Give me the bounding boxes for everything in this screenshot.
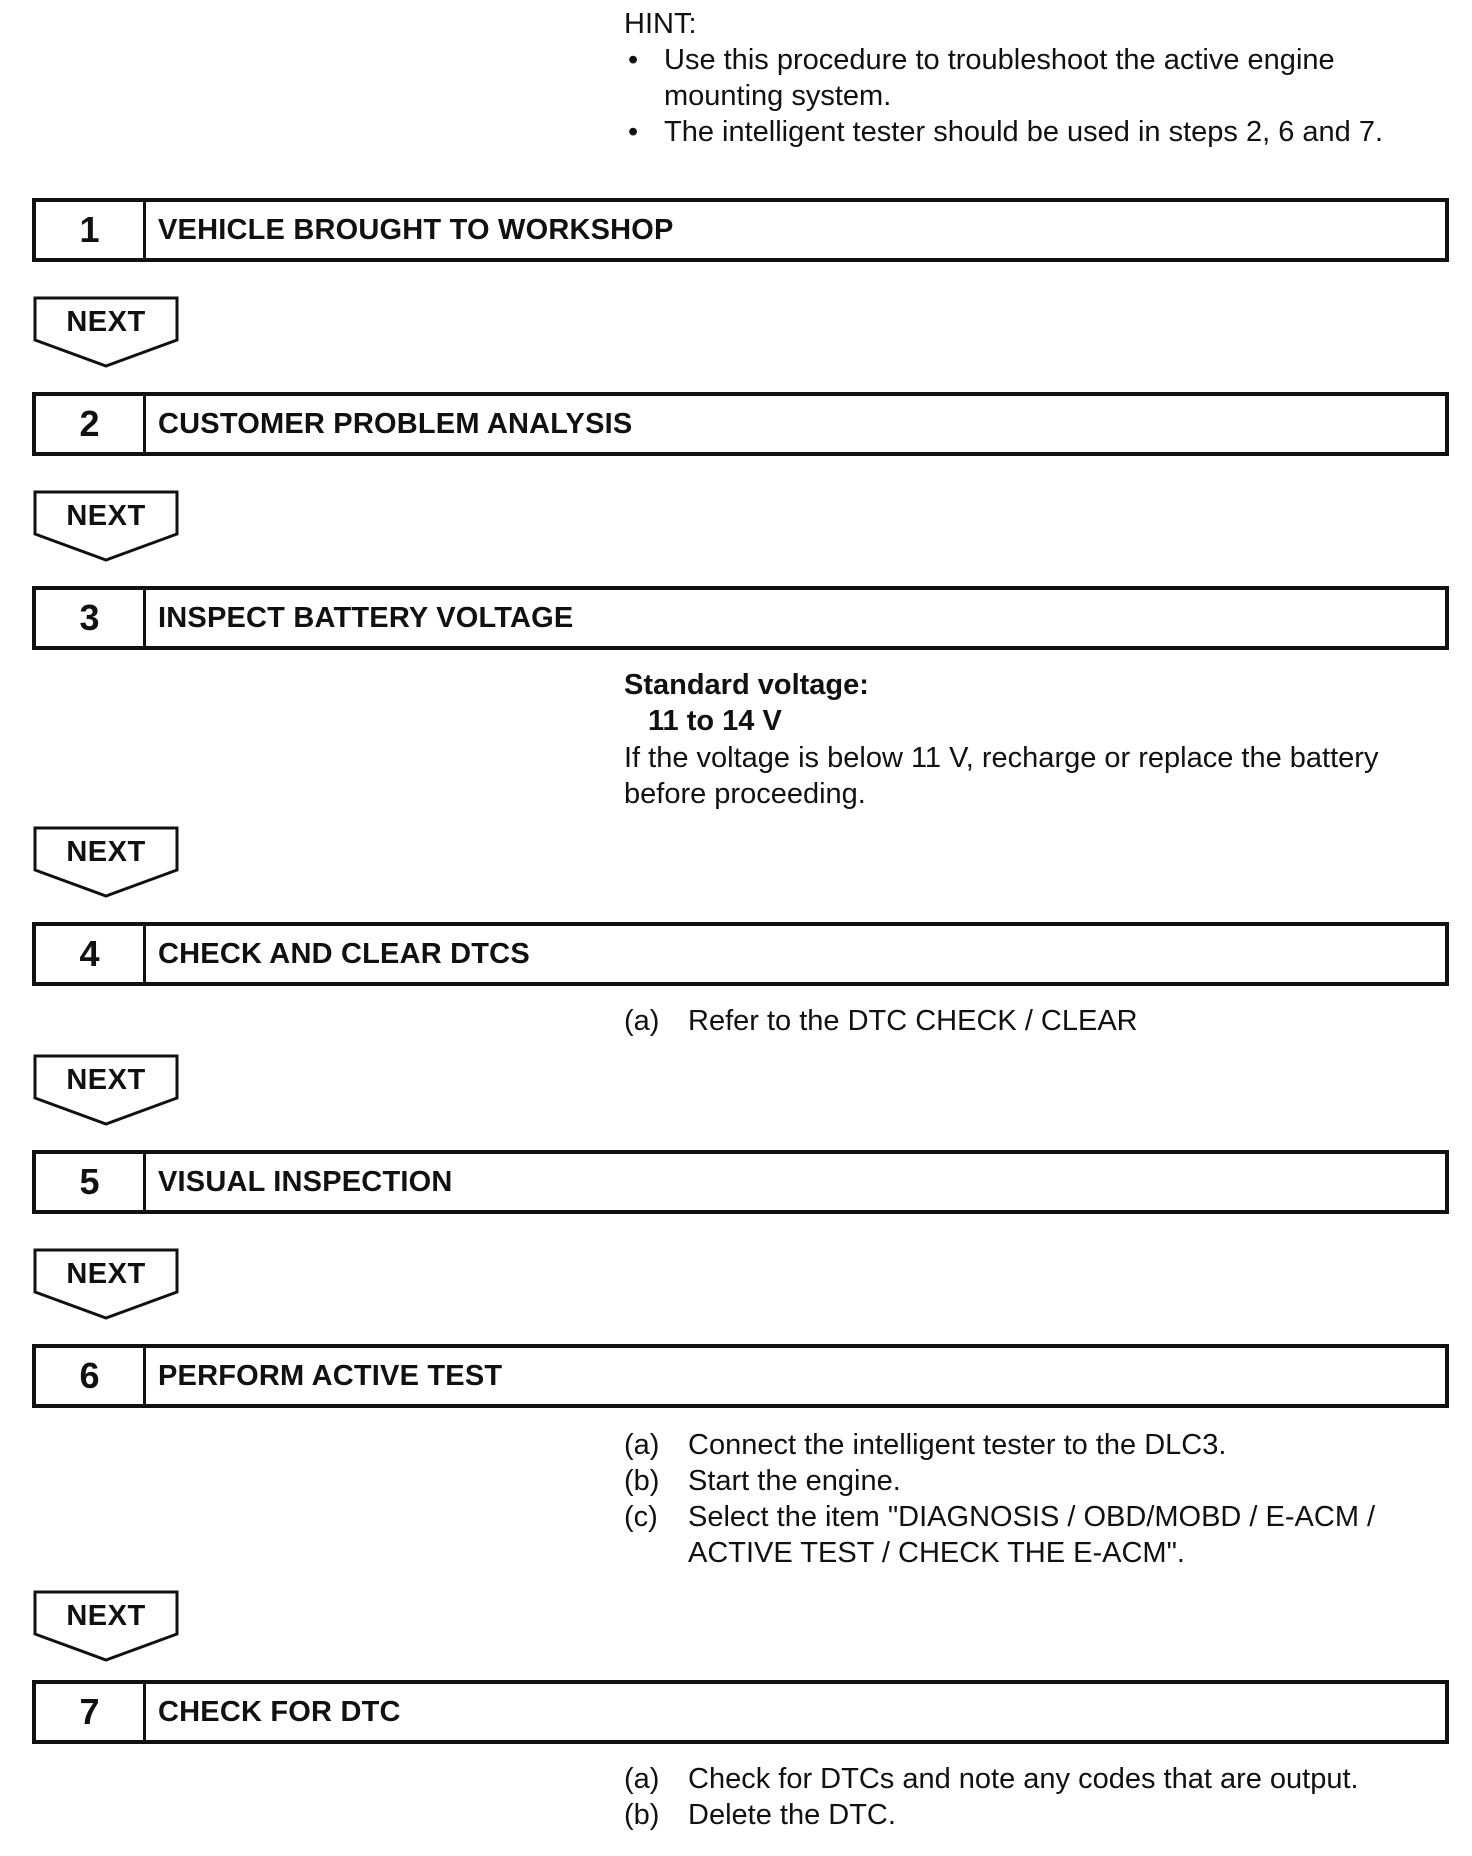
item-label: (a) <box>624 1429 660 1461</box>
next-label: NEXT <box>66 1600 146 1632</box>
step-2-header <box>32 392 1449 456</box>
step-title: CHECK FOR DTC <box>158 1695 401 1728</box>
step-number: 7 <box>36 1684 146 1740</box>
step-7-header <box>32 1680 1449 1744</box>
next-button[interactable] <box>33 1054 179 1128</box>
step-6-header <box>32 1344 1449 1408</box>
step-title: VISUAL INSPECTION <box>158 1165 453 1198</box>
hint-item-1-line1: Use this procedure to troubleshoot the active engine <box>664 44 1335 76</box>
next-label: NEXT <box>66 836 146 868</box>
item-text: Check for DTCs and note any codes that are output. <box>688 1763 1359 1795</box>
item-text: Select the item "DIAGNOSIS / OBD/MOBD / E-ACM / <box>688 1501 1376 1533</box>
step-number: 6 <box>36 1348 146 1404</box>
step-number: 3 <box>36 590 146 646</box>
item-text: Connect the intelligent tester to the DLC3. <box>688 1429 1227 1461</box>
step-title: INSPECT BATTERY VOLTAGE <box>158 601 574 634</box>
step-4-header <box>32 922 1449 986</box>
standard-voltage-label: Standard voltage: <box>624 669 869 701</box>
step-5-header <box>32 1150 1449 1214</box>
item-label: (b) <box>624 1799 660 1831</box>
step-title: VEHICLE BROUGHT TO WORKSHOP <box>158 213 674 246</box>
next-label: NEXT <box>66 1258 146 1290</box>
step-number: 2 <box>36 396 146 452</box>
item-label: (b) <box>624 1465 660 1497</box>
standard-voltage-value: 11 to 14 V <box>648 705 782 737</box>
step-number: 5 <box>36 1154 146 1210</box>
hint-item-1-line2: mounting system. <box>664 80 892 112</box>
step-title: CUSTOMER PROBLEM ANALYSIS <box>158 407 633 440</box>
next-label: NEXT <box>66 306 146 338</box>
item-label: (c) <box>624 1501 658 1533</box>
step-1-header <box>32 198 1449 262</box>
hint-item-2-line1: The intelligent tester should be used in steps 2, 6 and 7. <box>664 116 1384 148</box>
item-text: Start the engine. <box>688 1465 901 1497</box>
item-label: (a) <box>624 1005 660 1037</box>
item-label: (a) <box>624 1763 660 1795</box>
step-3-header <box>32 586 1449 650</box>
next-button[interactable] <box>33 1248 179 1322</box>
hint-label: HINT: <box>624 8 697 40</box>
item-text-continued: ACTIVE TEST / CHECK THE E-ACM". <box>688 1537 1185 1569</box>
next-button[interactable] <box>33 296 179 370</box>
next-button[interactable] <box>33 826 179 900</box>
step-title: CHECK AND CLEAR DTCS <box>158 937 530 970</box>
next-label: NEXT <box>66 1064 146 1096</box>
voltage-note-line1: If the voltage is below 11 V, recharge or replace the battery <box>624 742 1379 774</box>
next-label: NEXT <box>66 500 146 532</box>
step-number: 1 <box>36 202 146 258</box>
hint-bullet-2: • <box>628 116 639 148</box>
step-title: PERFORM ACTIVE TEST <box>158 1359 503 1392</box>
hint-bullet-1: • <box>628 44 639 76</box>
next-button[interactable] <box>33 1590 179 1664</box>
voltage-note-line2: before proceeding. <box>624 778 866 810</box>
next-button[interactable] <box>33 490 179 564</box>
item-text: Refer to the DTC CHECK / CLEAR <box>688 1005 1138 1037</box>
step-number: 4 <box>36 926 146 982</box>
item-text: Delete the DTC. <box>688 1799 896 1831</box>
